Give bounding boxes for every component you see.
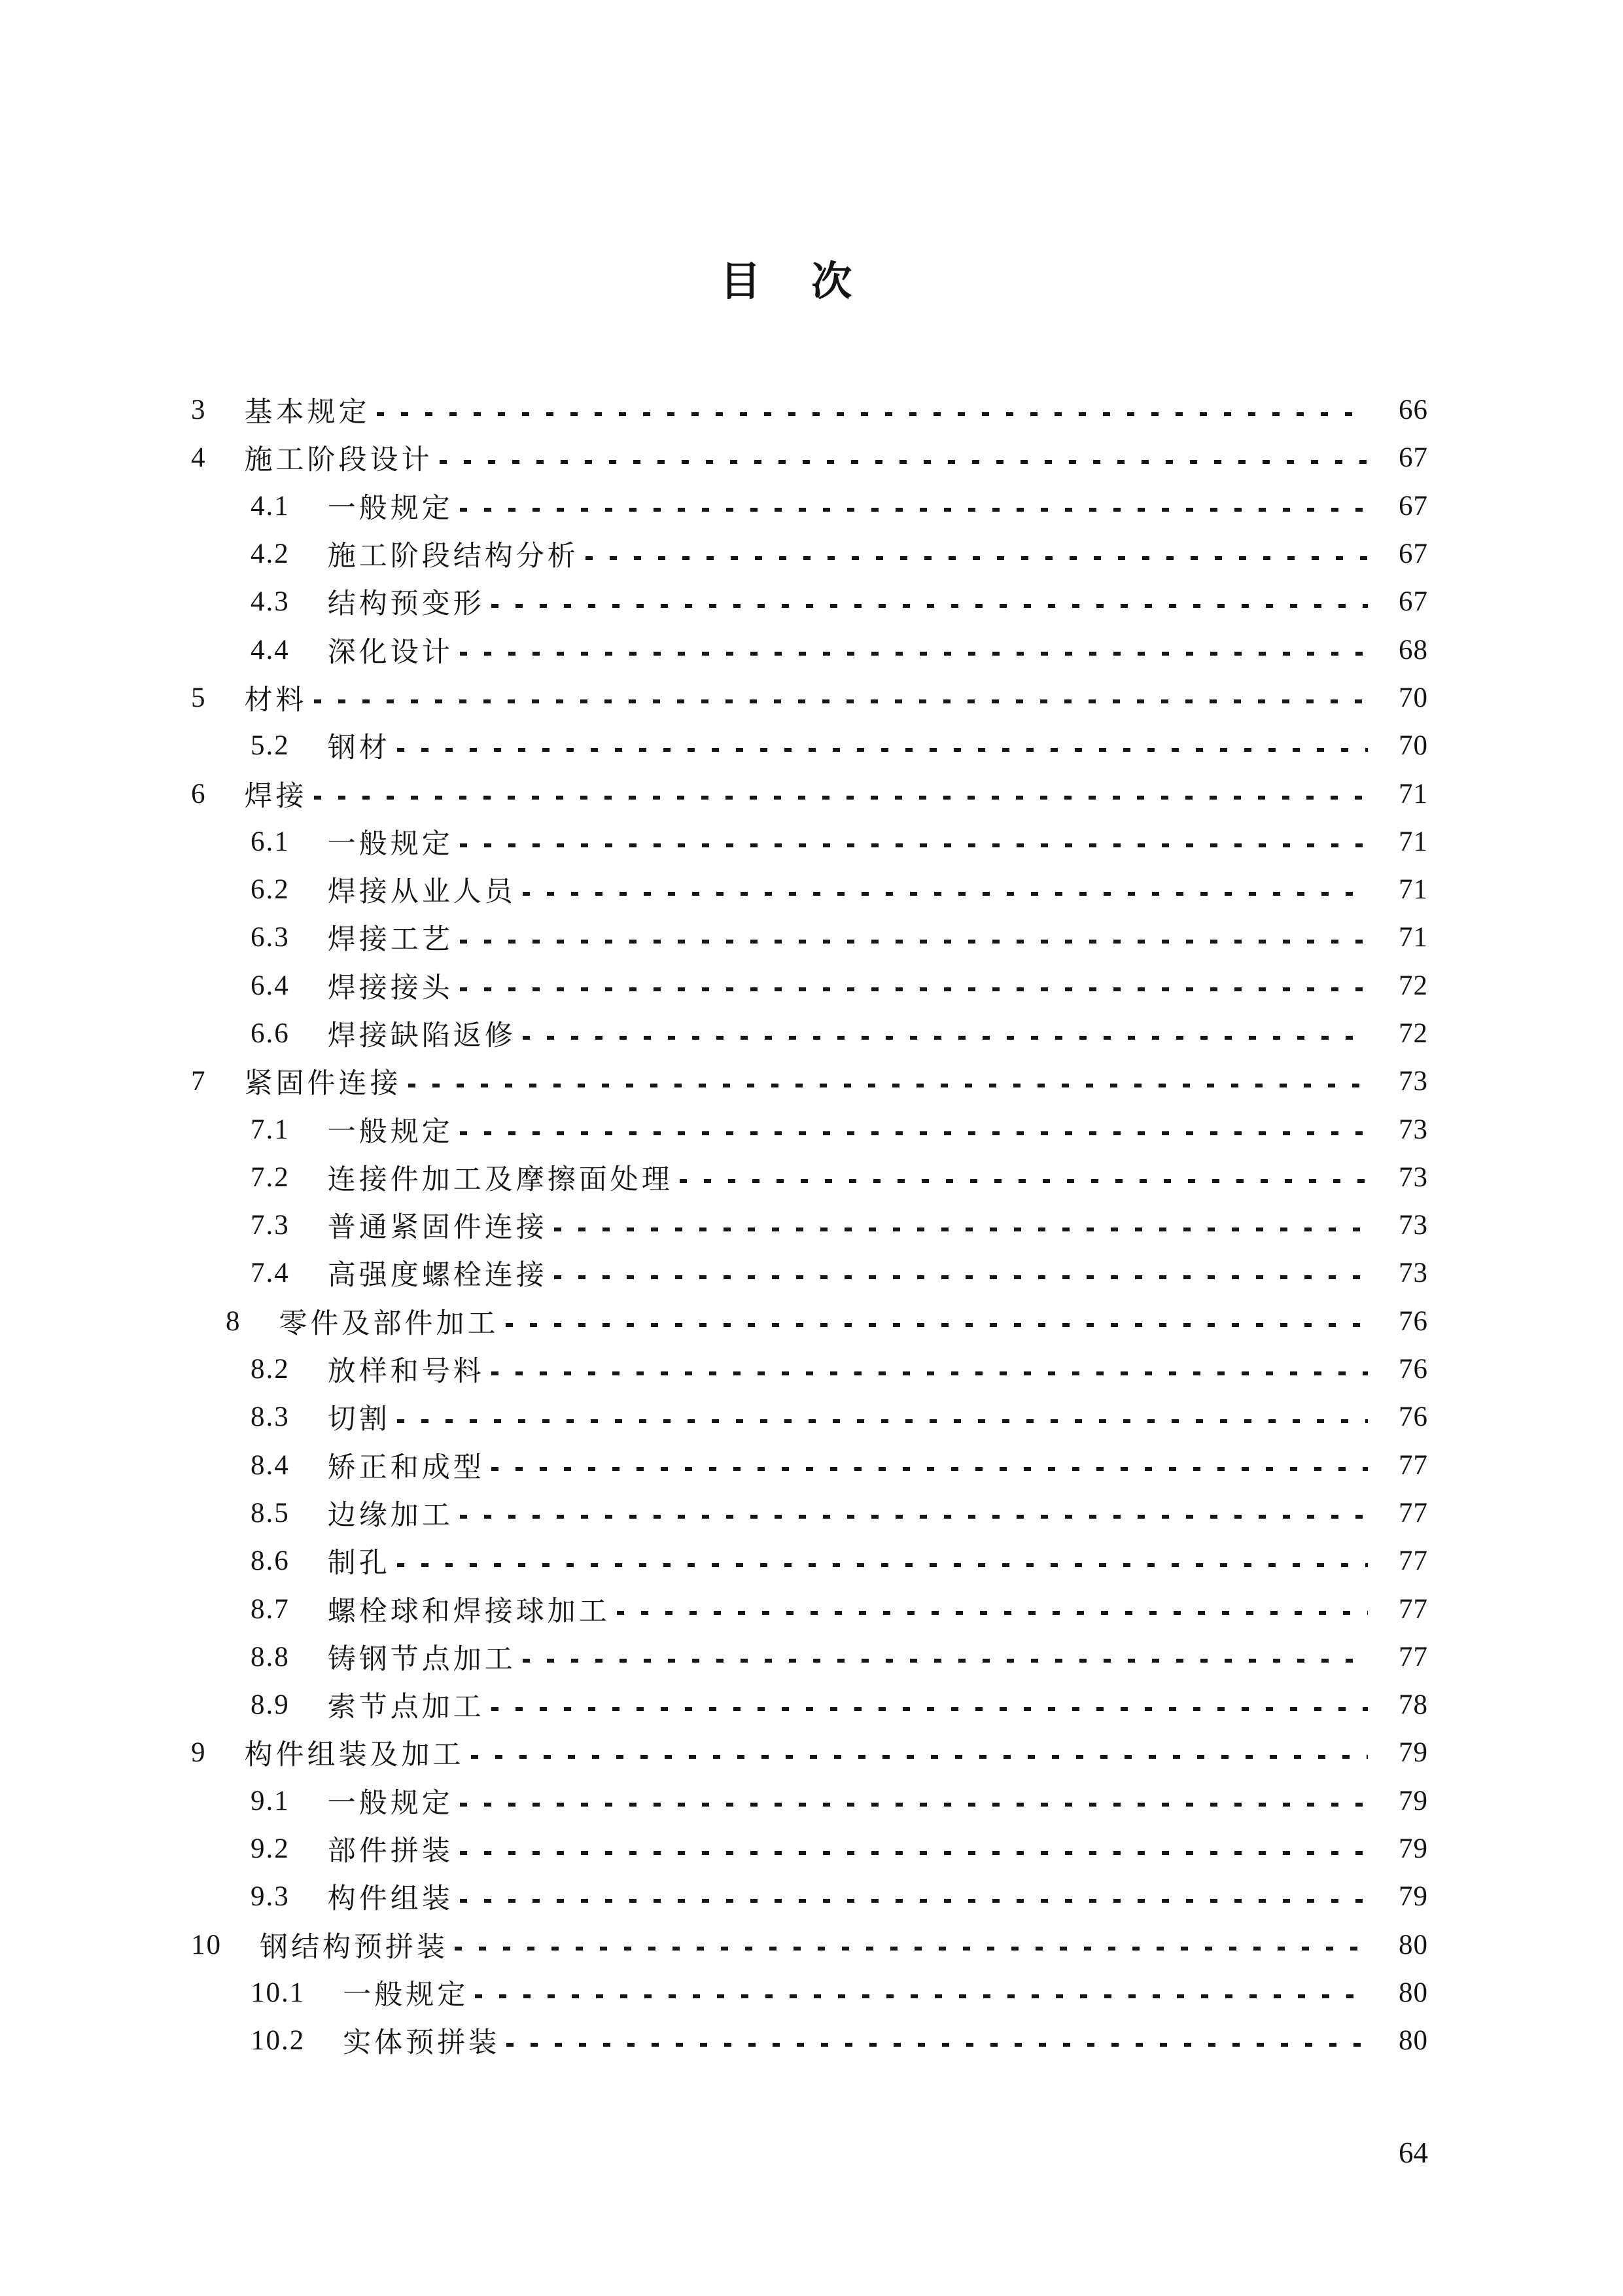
toc-entry xyxy=(191,1777,1428,1825)
toc-entry xyxy=(191,1969,1428,2017)
dot-leader xyxy=(554,1249,1368,1297)
entry-page-number: 73 xyxy=(1399,1161,1428,1193)
entry-title: 切割 xyxy=(327,1404,391,1436)
dot-leader xyxy=(475,1969,1368,2017)
dot-leader xyxy=(680,1154,1368,1201)
dot-leader xyxy=(460,626,1368,673)
entry-title: 螺栓球和焊接球加工 xyxy=(327,1596,610,1627)
entry-number: 6.3 xyxy=(251,922,290,953)
dot-leader xyxy=(491,1345,1368,1393)
dot-leader xyxy=(397,722,1368,769)
entry-page-number: 79 xyxy=(1399,1785,1428,1816)
entry-page-number: 76 xyxy=(1399,1305,1428,1337)
entry-number: 6 xyxy=(191,778,207,809)
entry-number: 8.4 xyxy=(251,1449,290,1481)
dot-leader xyxy=(554,1201,1368,1249)
entry-number: 10.2 xyxy=(251,2025,305,2057)
entry-number: 7.2 xyxy=(251,1161,290,1193)
entry-title: 制孔 xyxy=(327,1548,391,1580)
entry-number: 5.2 xyxy=(251,730,290,762)
dot-leader xyxy=(506,1298,1369,1345)
page-title: 目 次 xyxy=(720,260,854,304)
entry-number: 8.8 xyxy=(251,1641,290,1672)
toc-entry xyxy=(191,1489,1428,1537)
entry-title: 结构预变形 xyxy=(327,589,485,620)
entry-title: 部件拼装 xyxy=(327,1836,453,1867)
entry-title: 焊接工艺 xyxy=(327,925,453,956)
entry-number: 8.5 xyxy=(251,1497,290,1528)
dot-leader xyxy=(491,1441,1368,1489)
toc-entry xyxy=(191,1010,1428,1057)
dot-leader xyxy=(460,1105,1368,1153)
entry-number: 7 xyxy=(191,1066,207,1097)
entry-page-number: 71 xyxy=(1399,826,1428,857)
entry-title: 钢材 xyxy=(327,733,391,764)
entry-page-number: 71 xyxy=(1399,778,1428,809)
toc-entry xyxy=(191,1729,1428,1776)
toc-entry xyxy=(191,1057,1428,1105)
dot-leader xyxy=(617,1585,1368,1633)
entry-number: 8.6 xyxy=(251,1545,290,1577)
entry-number: 8.3 xyxy=(251,1402,290,1433)
toc-entry xyxy=(191,1154,1428,1201)
entry-number: 10 xyxy=(191,1929,222,1960)
dot-leader xyxy=(585,530,1368,578)
entry-number: 7.4 xyxy=(251,1258,290,1289)
toc-entry xyxy=(191,1585,1428,1633)
toc-entry xyxy=(191,1105,1428,1153)
entry-title: 焊接接头 xyxy=(327,972,453,1004)
entry-title: 高强度螺栓连接 xyxy=(327,1260,548,1292)
dot-leader xyxy=(460,1777,1368,1825)
entry-page-number: 80 xyxy=(1399,1929,1428,1960)
entry-title: 普通紧固件连接 xyxy=(327,1212,548,1244)
entry-title: 实体预拼装 xyxy=(343,2028,500,2059)
toc-entry xyxy=(191,818,1428,866)
toc-entry xyxy=(191,578,1428,626)
entry-page-number: 79 xyxy=(1399,1737,1428,1769)
entry-page-number: 66 xyxy=(1399,395,1428,426)
entry-page-number: 77 xyxy=(1399,1449,1428,1481)
entry-title: 一般规定 xyxy=(327,1788,453,1819)
entry-number: 9.1 xyxy=(251,1785,290,1816)
dot-leader xyxy=(523,1633,1368,1681)
entry-title: 边缘加工 xyxy=(327,1500,453,1531)
dot-leader xyxy=(523,1010,1368,1057)
entry-number: 6.6 xyxy=(251,1018,290,1049)
dot-leader xyxy=(460,818,1368,866)
entry-title: 焊接 xyxy=(244,781,307,812)
entry-page-number: 71 xyxy=(1399,922,1428,953)
dot-leader xyxy=(440,434,1369,482)
entry-number: 8.2 xyxy=(251,1354,290,1385)
entry-page-number: 73 xyxy=(1399,1066,1428,1097)
dot-leader xyxy=(460,913,1368,961)
dot-leader xyxy=(460,962,1368,1010)
dot-leader xyxy=(491,578,1368,626)
dot-leader xyxy=(455,1921,1368,1969)
toc-entry xyxy=(191,722,1428,769)
dot-leader xyxy=(314,674,1369,722)
dot-leader xyxy=(491,1681,1368,1729)
entry-title: 一般规定 xyxy=(343,1979,469,2011)
entry-title: 连接件加工及摩擦面处理 xyxy=(327,1164,673,1195)
entry-number: 10.1 xyxy=(251,1977,305,2008)
toc-entry xyxy=(191,1201,1428,1249)
entry-number: 5 xyxy=(191,682,207,713)
entry-title: 一般规定 xyxy=(327,828,453,860)
dot-leader xyxy=(397,1393,1368,1441)
toc-entry xyxy=(191,1921,1428,1969)
dot-leader xyxy=(377,386,1369,434)
entry-page-number: 73 xyxy=(1399,1114,1428,1145)
entry-title: 焊接从业人员 xyxy=(327,877,516,908)
entry-page-number: 76 xyxy=(1399,1354,1428,1385)
entry-page-number: 70 xyxy=(1399,682,1428,713)
entry-number: 9.2 xyxy=(251,1833,290,1865)
entry-title: 构件组装及加工 xyxy=(244,1740,464,1771)
entry-number: 7.3 xyxy=(251,1210,290,1241)
toc-entry xyxy=(191,1345,1428,1393)
entry-title: 深化设计 xyxy=(327,637,453,668)
entry-number: 8.7 xyxy=(251,1593,290,1625)
toc-list xyxy=(191,386,1428,2064)
toc-entry xyxy=(191,1393,1428,1441)
entry-page-number: 77 xyxy=(1399,1641,1428,1672)
entry-title: 施工阶段结构分析 xyxy=(327,541,579,573)
entry-title: 钢结构预拼装 xyxy=(260,1932,448,1963)
entry-title: 基本规定 xyxy=(244,397,370,429)
entry-title: 材料 xyxy=(244,684,307,716)
dot-leader xyxy=(471,1729,1369,1776)
toc-entry xyxy=(191,1825,1428,1873)
entry-page-number: 67 xyxy=(1399,490,1428,521)
entry-title: 放样和号料 xyxy=(327,1356,485,1388)
entry-number: 9 xyxy=(191,1737,207,1769)
entry-title: 铸钢节点加工 xyxy=(327,1644,516,1675)
dot-leader xyxy=(460,1873,1368,1920)
toc-entry xyxy=(191,1633,1428,1681)
dot-leader xyxy=(460,1825,1368,1873)
entry-page-number: 77 xyxy=(1399,1497,1428,1528)
toc-entry xyxy=(191,482,1428,530)
entry-title: 施工阶段设计 xyxy=(244,445,433,476)
entry-page-number: 71 xyxy=(1399,874,1428,906)
dot-leader xyxy=(460,1489,1368,1537)
entry-page-number: 68 xyxy=(1399,634,1428,665)
toc-entry xyxy=(191,769,1428,817)
entry-title: 一般规定 xyxy=(327,493,453,524)
entry-title: 矫正和成型 xyxy=(327,1452,485,1483)
toc-entry xyxy=(191,386,1428,434)
entry-number: 9.3 xyxy=(251,1881,290,1913)
entry-page-number: 67 xyxy=(1399,442,1428,474)
dot-leader xyxy=(460,482,1368,530)
dot-leader xyxy=(397,1537,1368,1585)
entry-title: 构件组装 xyxy=(327,1884,453,1915)
entry-page-number: 79 xyxy=(1399,1881,1428,1913)
toc-entry xyxy=(191,1537,1428,1585)
entry-title: 索节点加工 xyxy=(327,1692,485,1723)
entry-page-number: 79 xyxy=(1399,1833,1428,1865)
toc-entry xyxy=(191,1441,1428,1489)
entry-page-number: 73 xyxy=(1399,1258,1428,1289)
entry-page-number: 80 xyxy=(1399,2025,1428,2057)
entry-number: 8.9 xyxy=(251,1689,290,1721)
dot-leader xyxy=(314,769,1369,817)
toc-entry xyxy=(191,434,1428,482)
toc-entry xyxy=(191,530,1428,578)
entry-number: 7.1 xyxy=(251,1114,290,1145)
entry-page-number: 76 xyxy=(1399,1402,1428,1433)
toc-entry xyxy=(191,1249,1428,1297)
toc-entry xyxy=(191,913,1428,961)
entry-number: 3 xyxy=(191,395,207,426)
entry-title: 紧固件连接 xyxy=(244,1069,402,1100)
entry-page-number: 77 xyxy=(1399,1545,1428,1577)
entry-number: 4.2 xyxy=(251,539,290,570)
entry-page-number: 72 xyxy=(1399,970,1428,1001)
entry-title: 焊接缺陷返修 xyxy=(327,1021,516,1051)
toc-entry xyxy=(191,1681,1428,1729)
entry-title: 零件及部件加工 xyxy=(279,1308,499,1339)
toc-entry xyxy=(191,674,1428,722)
entry-number: 4.1 xyxy=(251,490,290,521)
entry-page-number: 77 xyxy=(1399,1593,1428,1625)
toc-entry xyxy=(191,866,1428,913)
entry-number: 8 xyxy=(226,1305,241,1337)
toc-entry xyxy=(191,2017,1428,2064)
entry-number: 6.1 xyxy=(251,826,290,857)
toc-entry xyxy=(191,626,1428,673)
entry-page-number: 78 xyxy=(1399,1689,1428,1721)
entry-page-number: 72 xyxy=(1399,1018,1428,1049)
dot-leader xyxy=(506,2017,1368,2064)
footer-page-number: 64 xyxy=(1399,2136,1428,2169)
entry-number: 4 xyxy=(191,442,207,474)
entry-number: 6.4 xyxy=(251,970,290,1001)
entry-page-number: 67 xyxy=(1399,586,1428,618)
entry-page-number: 67 xyxy=(1399,539,1428,570)
entry-number: 6.2 xyxy=(251,874,290,906)
toc-entry xyxy=(191,962,1428,1010)
dot-leader xyxy=(408,1057,1369,1105)
entry-page-number: 70 xyxy=(1399,730,1428,762)
dot-leader xyxy=(523,866,1368,913)
entry-page-number: 80 xyxy=(1399,1977,1428,2008)
toc-entry xyxy=(191,1298,1428,1345)
entry-title: 一般规定 xyxy=(327,1116,453,1148)
toc-entry xyxy=(191,1873,1428,1920)
entry-number: 4.4 xyxy=(251,634,290,665)
entry-page-number: 73 xyxy=(1399,1210,1428,1241)
entry-number: 4.3 xyxy=(251,586,290,618)
